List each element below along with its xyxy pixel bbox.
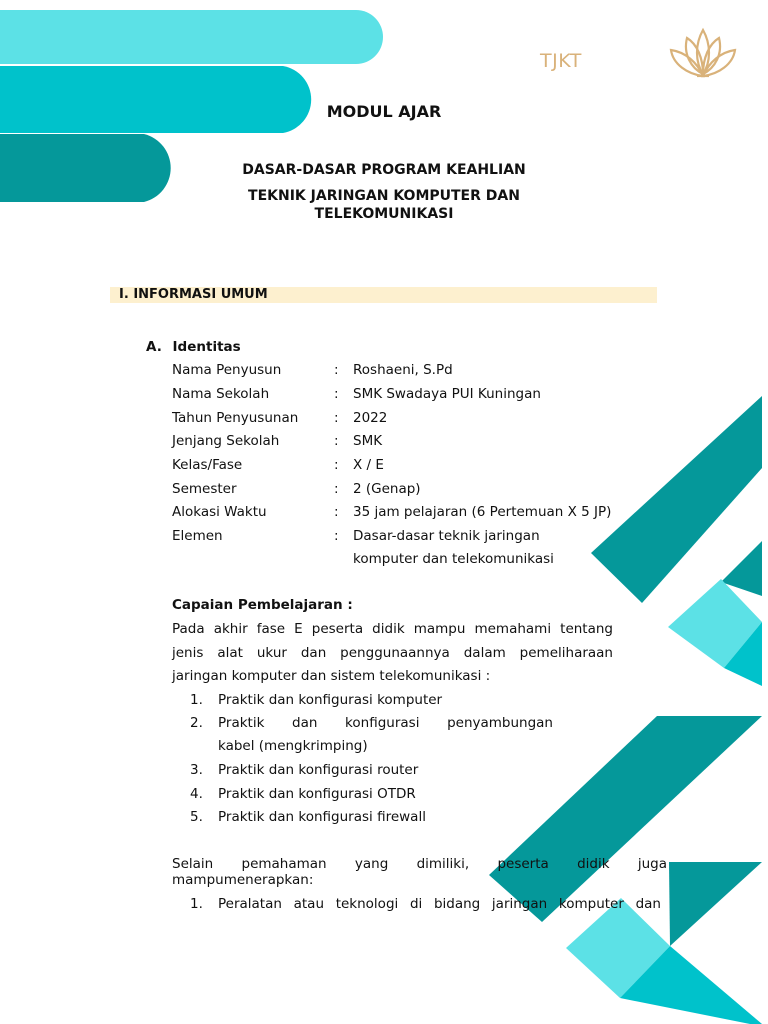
subtitle-program: DASAR-DASAR PROGRAM KEAHLIAN: [242, 162, 526, 178]
identity-label: Nama Penyusun: [172, 362, 282, 378]
list-item: Praktik dan konfigurasi router: [218, 762, 419, 778]
subtitle-competency: [0, 187, 768, 223]
identity-value: SMK: [353, 433, 383, 449]
section-title: INFORMASI UMUM: [133, 287, 268, 302]
list-item: Praktik dan konfigurasi OTDR: [218, 786, 416, 802]
identity-label: Semester: [172, 481, 237, 497]
identity-label: Kelas/Fase: [172, 457, 243, 473]
identitas-letter: A.: [146, 339, 162, 355]
subtitle-line-1: TEKNIK JARINGAN KOMPUTER DAN: [248, 188, 520, 204]
identity-label: Jenjang Sekolah: [172, 433, 280, 449]
brand-label: TJKT: [540, 50, 582, 72]
identity-value: Roshaeni, S.Pd: [353, 362, 453, 378]
diag-band-4: [669, 862, 762, 946]
selain-paragraph-line: mampumenerapkan:: [172, 872, 314, 888]
top-pill-light: [0, 10, 383, 64]
identity-value: 2 (Genap): [353, 481, 421, 497]
list-item: Praktik dan konfigurasi komputer: [218, 692, 443, 708]
identity-value-line-2: komputer dan telekomunikasi: [353, 551, 554, 567]
capaian-paragraph-line: jaringan komputer dan sistem telekomunikasi :: [172, 668, 491, 684]
list-number: 5.: [190, 809, 203, 825]
identity-colon: :: [334, 528, 339, 544]
section-number: I.: [119, 287, 129, 302]
list-number: 4.: [190, 786, 203, 802]
list-item-continued: kabel (mengkrimping): [218, 738, 368, 754]
identity-value: Dasar-dasar teknik jaringan: [353, 528, 540, 544]
identity-value: SMK Swadaya PUI Kuningan: [353, 386, 541, 402]
identity-label: Elemen: [172, 528, 223, 544]
identity-colon: :: [334, 362, 339, 378]
page-title: MODUL AJAR: [326, 102, 442, 121]
capaian-paragraph-line: Pada akhir fase E peserta didik mampu memahami tentang: [172, 621, 613, 637]
identity-colon: :: [334, 457, 339, 473]
identity-value: X / E: [353, 457, 384, 473]
subtitle-line-2: TELEKOMUNIKASI: [314, 206, 454, 222]
lotus-logo-icon: [667, 24, 739, 82]
identity-colon: :: [334, 481, 339, 497]
list-number: 3.: [190, 762, 203, 778]
identity-value: 2022: [353, 410, 388, 426]
identitas-title: Identitas: [172, 339, 241, 355]
identity-label: Tahun Penyusunan: [172, 410, 299, 426]
identity-colon: :: [334, 433, 339, 449]
identity-label: Alokasi Waktu: [172, 504, 267, 520]
capaian-paragraph-line: jenis alat ukur dan penggunaannya dalam pemeliharaan: [172, 645, 613, 661]
list-item: Praktik dan konfigurasi firewall: [218, 809, 426, 825]
list-number: 1.: [190, 896, 203, 912]
identity-colon: :: [334, 504, 339, 520]
identity-label: Nama Sekolah: [172, 386, 270, 402]
identity-colon: :: [334, 410, 339, 426]
identity-colon: :: [334, 386, 339, 402]
list-item: Peralatan atau teknologi di bidang jaringan komputer dan: [218, 896, 661, 912]
capaian-heading: Capaian Pembelajaran :: [172, 597, 353, 613]
list-number: 2.: [190, 715, 203, 731]
list-item: Praktik dan konfigurasi penyambungan: [218, 715, 553, 731]
selain-paragraph-line: Selain pemahaman yang dimiliki, peserta didik juga: [172, 856, 667, 872]
identitas-heading: [146, 339, 241, 355]
list-number: 1.: [190, 692, 203, 708]
top-pill-mid: [0, 66, 311, 133]
identity-value: 35 jam pelajaran (6 Pertemuan X 5 JP): [353, 504, 612, 520]
section-heading: [119, 287, 268, 303]
